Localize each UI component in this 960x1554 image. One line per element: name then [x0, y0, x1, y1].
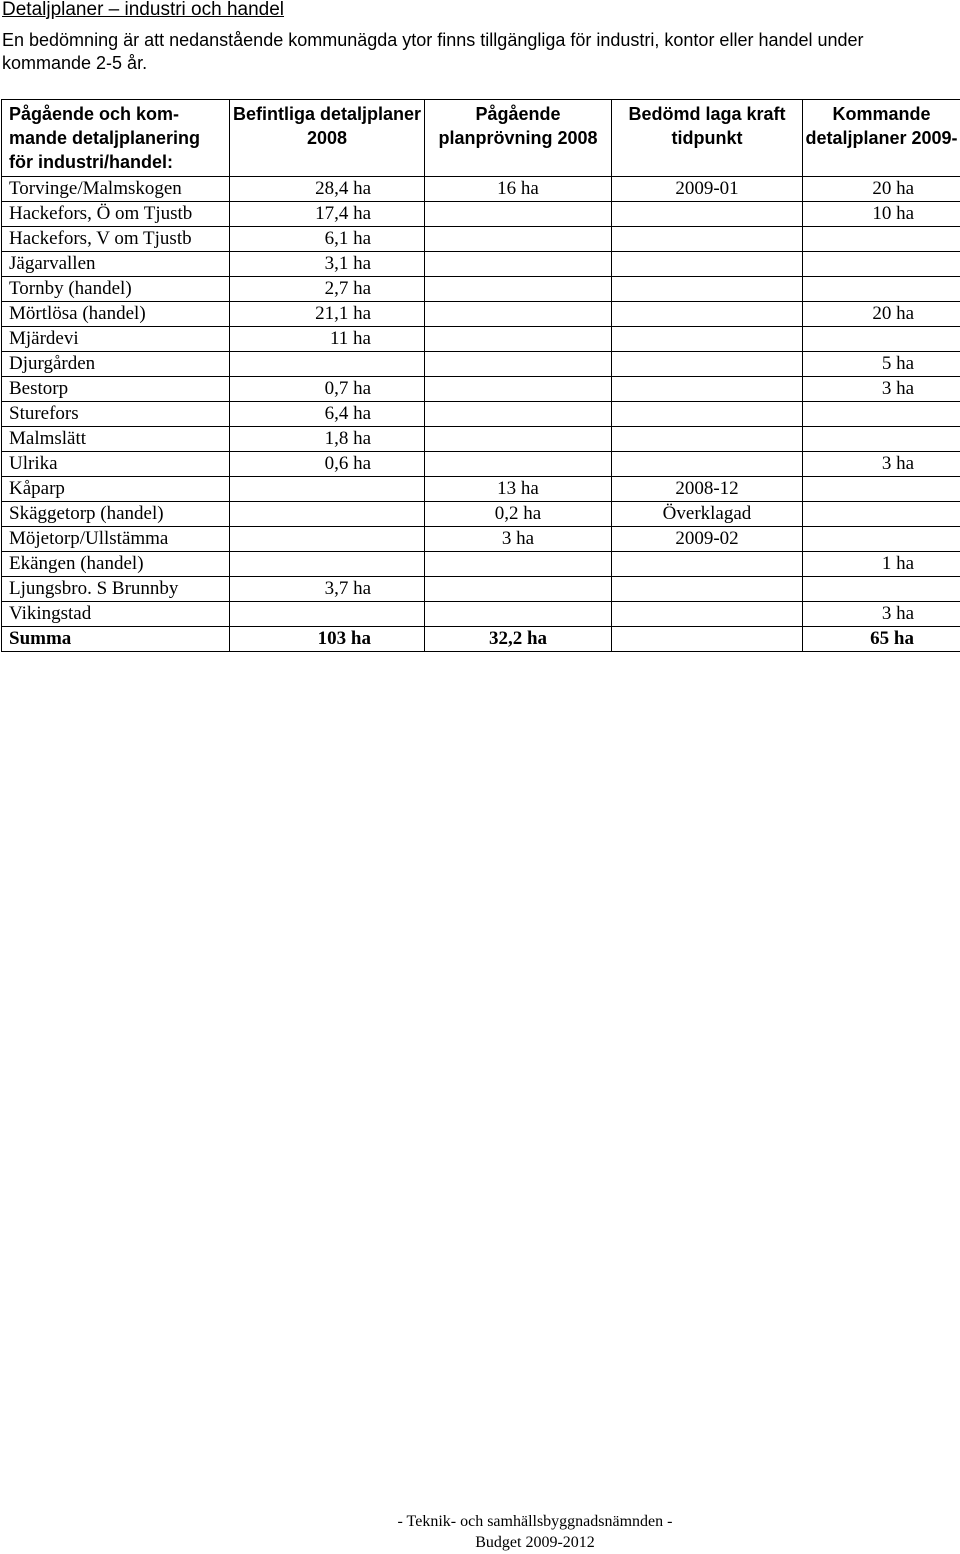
cell-area: Möjetorp/Ullstämma — [2, 527, 230, 552]
cell-existing: 17,4 ha — [230, 202, 425, 227]
cell-ongoing: 3 ha — [425, 527, 612, 552]
table-row — [2, 202, 960, 227]
cell-area: Ekängen (handel) — [2, 552, 230, 577]
table-row — [2, 527, 960, 552]
cell-existing: 2,7 ha — [230, 277, 425, 302]
cell-upcoming: 3 ha — [803, 377, 960, 402]
cell-existing: 0,7 ha — [230, 377, 425, 402]
table-row — [2, 452, 960, 477]
cell-existing: 3,7 ha — [230, 577, 425, 602]
cell-area: Jägarvallen — [2, 252, 230, 277]
table-row — [2, 277, 960, 302]
table-row — [2, 352, 960, 377]
cell-date — [612, 227, 803, 252]
header-area: Pågående och kom-mande detaljplanering för industri/handel: — [2, 100, 230, 177]
table-row — [2, 552, 960, 577]
cell-existing — [230, 602, 425, 627]
header-existing-plans: Befintliga detaljplaner 2008 — [230, 100, 425, 177]
cell-ongoing — [425, 277, 612, 302]
cell-ongoing: 16 ha — [425, 177, 612, 202]
cell-existing: 103 ha — [230, 627, 425, 652]
cell-existing: 28,4 ha — [230, 177, 425, 202]
cell-date — [612, 602, 803, 627]
cell-ongoing — [425, 352, 612, 377]
cell-ongoing: 32,2 ha — [425, 627, 612, 652]
cell-ongoing — [425, 602, 612, 627]
table-row — [2, 502, 960, 527]
cell-ongoing — [425, 452, 612, 477]
cell-existing: 1,8 ha — [230, 427, 425, 452]
cell-area: Mjärdevi — [2, 327, 230, 352]
cell-ongoing — [425, 252, 612, 277]
cell-date — [612, 252, 803, 277]
cell-upcoming — [803, 502, 960, 527]
cell-existing — [230, 552, 425, 577]
cell-upcoming: 1 ha — [803, 552, 960, 577]
cell-area: Summa — [2, 627, 230, 652]
cell-date — [612, 277, 803, 302]
table-row — [2, 252, 960, 277]
cell-date: Överklagad — [612, 502, 803, 527]
detail-plans-table — [1, 99, 960, 652]
cell-date — [612, 577, 803, 602]
cell-ongoing — [425, 327, 612, 352]
cell-upcoming: 20 ha — [803, 302, 960, 327]
table-row — [2, 477, 960, 502]
cell-area: Ljungsbro. S Brunnby — [2, 577, 230, 602]
cell-ongoing — [425, 402, 612, 427]
cell-ongoing — [425, 227, 612, 252]
cell-date — [612, 452, 803, 477]
cell-upcoming: 10 ha — [803, 202, 960, 227]
cell-date — [612, 427, 803, 452]
cell-date: 2008-12 — [612, 477, 803, 502]
header-legal-effect-date: Bedömd laga kraft tidpunkt — [612, 100, 803, 177]
cell-date — [612, 377, 803, 402]
cell-ongoing — [425, 552, 612, 577]
section-heading: Detaljplaner – industri och handel — [2, 0, 285, 20]
cell-existing: 6,1 ha — [230, 227, 425, 252]
cell-date — [612, 302, 803, 327]
table-row — [2, 327, 960, 352]
header-ongoing-review: Pågående planprövning 2008 — [425, 100, 612, 177]
cell-area: Sturefors — [2, 402, 230, 427]
cell-area: Hackefors, V om Tjustb — [2, 227, 230, 252]
table-row — [2, 302, 960, 327]
cell-upcoming — [803, 527, 960, 552]
cell-existing: 3,1 ha — [230, 252, 425, 277]
cell-upcoming — [803, 577, 960, 602]
cell-ongoing — [425, 427, 612, 452]
cell-area: Kåparp — [2, 477, 230, 502]
cell-date: 2009-02 — [612, 527, 803, 552]
cell-existing — [230, 477, 425, 502]
sum-row — [2, 627, 960, 652]
cell-upcoming — [803, 427, 960, 452]
cell-area: Vikingstad — [2, 602, 230, 627]
table-row — [2, 602, 960, 627]
cell-upcoming — [803, 477, 960, 502]
cell-date — [612, 552, 803, 577]
cell-ongoing — [425, 202, 612, 227]
table-row — [2, 427, 960, 452]
cell-existing: 21,1 ha — [230, 302, 425, 327]
cell-upcoming — [803, 327, 960, 352]
cell-upcoming — [803, 227, 960, 252]
cell-area: Hackefors, Ö om Tjustb — [2, 202, 230, 227]
cell-upcoming: 3 ha — [803, 602, 960, 627]
table-row — [2, 402, 960, 427]
cell-upcoming — [803, 402, 960, 427]
cell-existing — [230, 527, 425, 552]
cell-upcoming: 20 ha — [803, 177, 960, 202]
cell-ongoing — [425, 377, 612, 402]
cell-area: Bestorp — [2, 377, 230, 402]
table-row — [2, 227, 960, 252]
cell-area: Djurgården — [2, 352, 230, 377]
table-row — [2, 177, 960, 202]
intro-paragraph: En bedömning är att nedanstående kommunägda ytor finns tillgängliga för industri, kontor eller handel under kommande 2-5 år. — [2, 30, 864, 73]
table-row — [2, 377, 960, 402]
cell-ongoing: 13 ha — [425, 477, 612, 502]
cell-date — [612, 202, 803, 227]
cell-existing — [230, 502, 425, 527]
footer-budget: Budget 2009-2012 — [475, 1534, 595, 1551]
cell-upcoming: 3 ha — [803, 452, 960, 477]
cell-area: Ulrika — [2, 452, 230, 477]
cell-area: Mörtlösa (handel) — [2, 302, 230, 327]
cell-ongoing — [425, 302, 612, 327]
footer-department: - Teknik- och samhällsbyggnadsnämnden - — [397, 1513, 673, 1530]
cell-existing: 11 ha — [230, 327, 425, 352]
cell-upcoming: 65 ha — [803, 627, 960, 652]
cell-date — [612, 402, 803, 427]
header-upcoming-plans: Kommande detaljplaner 2009- — [803, 100, 960, 177]
cell-area: Malmslätt — [2, 427, 230, 452]
cell-date: 2009-01 — [612, 177, 803, 202]
cell-area: Torvinge/Malmskogen — [2, 177, 230, 202]
table-row — [2, 577, 960, 602]
cell-existing: 6,4 ha — [230, 402, 425, 427]
table-header-row — [2, 100, 960, 177]
cell-upcoming — [803, 277, 960, 302]
cell-existing — [230, 352, 425, 377]
cell-area: Tornby (handel) — [2, 277, 230, 302]
cell-date — [612, 352, 803, 377]
cell-upcoming — [803, 252, 960, 277]
cell-upcoming: 5 ha — [803, 352, 960, 377]
cell-area: Skäggetorp (handel) — [2, 502, 230, 527]
cell-ongoing: 0,2 ha — [425, 502, 612, 527]
cell-existing: 0,6 ha — [230, 452, 425, 477]
cell-date — [612, 327, 803, 352]
cell-date — [612, 627, 803, 652]
table-body — [2, 177, 960, 652]
cell-ongoing — [425, 577, 612, 602]
